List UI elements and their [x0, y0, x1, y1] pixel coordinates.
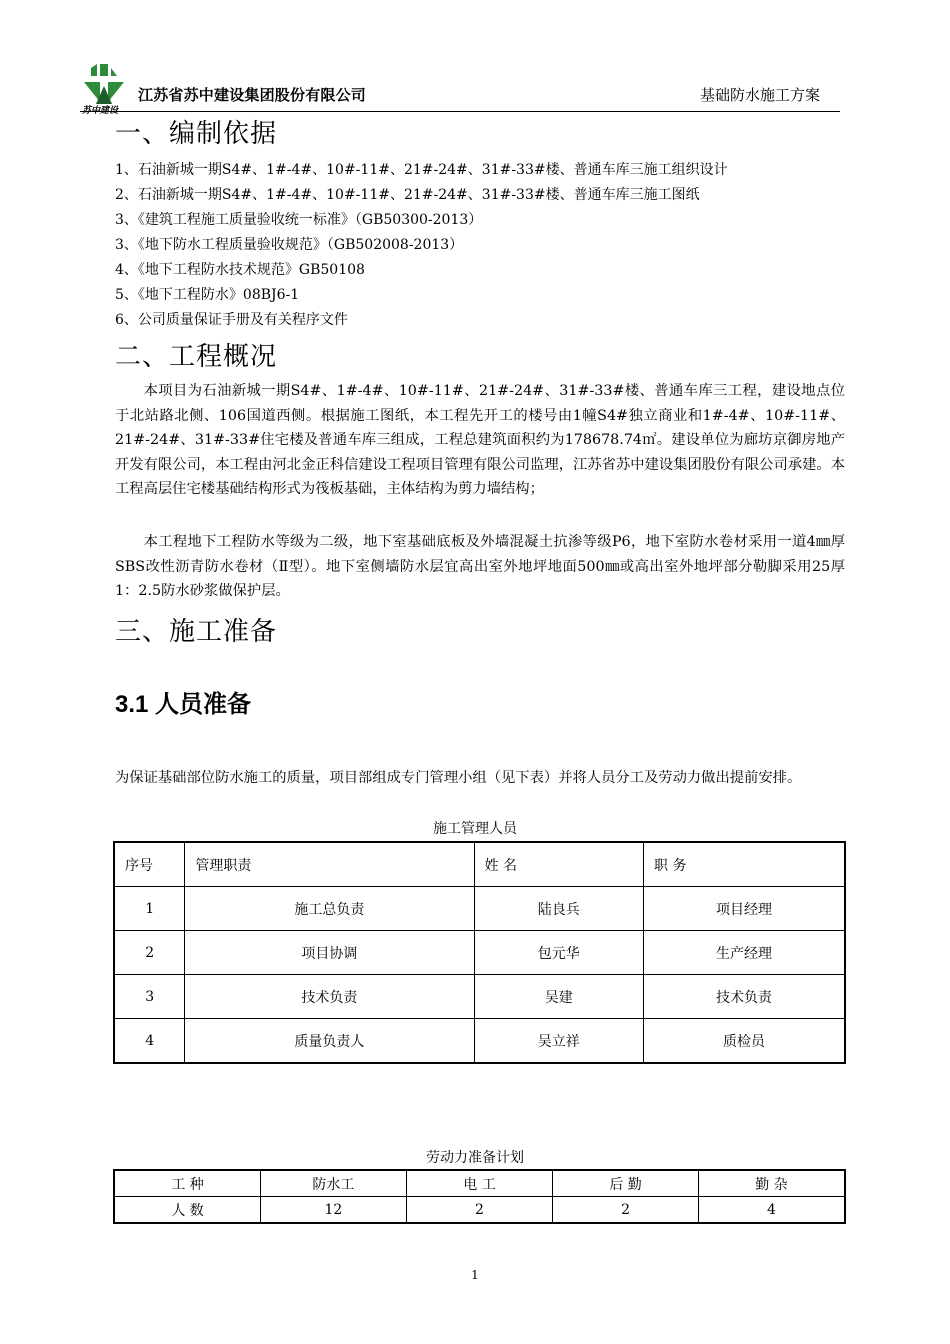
table-header-cell: 电 工	[406, 1170, 553, 1197]
section-heading-overview: 二、工程概况	[115, 342, 278, 372]
basis-list	[115, 158, 845, 333]
table-header-cell: 勤 杂	[698, 1170, 845, 1197]
table-header-row	[114, 842, 845, 887]
table-header-cell: 序号	[114, 842, 185, 887]
list-item: 3、《建筑工程施工质量验收统一标准》（GB50300-2013）	[115, 212, 483, 228]
page-header	[80, 62, 840, 116]
table-cell: 吴建	[474, 975, 644, 1019]
table-cell: 4	[698, 1197, 845, 1224]
table-header-cell: 管理职责	[185, 842, 474, 887]
list-item: 2、石油新城一期S4#、1#-4#、10#-11#、21#-24#、31#-33#楼、普通车库三施工图纸	[115, 187, 700, 203]
table-cell: 2	[553, 1197, 699, 1224]
table-cell: 3	[114, 975, 185, 1019]
labor-plan-table	[113, 1169, 846, 1224]
table-header-cell: 工 种	[114, 1170, 261, 1197]
section-heading-basis: 一、编制依据	[115, 119, 278, 149]
table-cell: 质检员	[644, 1019, 845, 1064]
list-item: 5、《地下工程防水》08BJ6-1	[115, 287, 300, 303]
table-cell: 2	[114, 931, 185, 975]
management-staff-table	[113, 841, 846, 1064]
table-cell: 2	[406, 1197, 553, 1224]
table-cell: 4	[114, 1019, 185, 1064]
overview-paragraph-1: 本项目为石油新城一期S4#、1#-4#、10#-11#、21#-24#、31#-33#楼、普通车库三工程，建设地点位于北站路北侧、106国道西侧。根据施工图纸，本工程先开工的楼号由1幢S4#独立商业和1#-4#、10#-11#、21#-24#、31#-33#住宅楼及普通车库三组成，工程总建筑面积约为178678.74㎡。建设单位为廊坊京御房地产开发有限公司，本工程由河北金正科信建设工程项目管理有限公司监理，江苏省苏中建设集团股份有限公司承建。本工程高层住宅楼基础结构形式为筏板基础，主体结构为剪力墙结构；	[115, 383, 845, 497]
list-item: 3、《地下防水工程质量验收规范》（GB502008-2013）	[115, 237, 464, 253]
page-number: 1	[471, 1268, 479, 1282]
list-item: 6、公司质量保证手册及有关程序文件	[115, 312, 348, 328]
table-cell: 施工总负责	[185, 887, 474, 931]
table-caption-management: 施工管理人员	[433, 821, 517, 837]
document-title: 基础防水施工方案	[699, 86, 820, 104]
table-row	[114, 1197, 845, 1224]
table-caption-labor: 劳动力准备计划	[426, 1150, 524, 1166]
table-cell: 包元华	[474, 931, 644, 975]
staff-intro-paragraph: 为保证基础部位防水施工的质量，项目部组成专门管理小组（见下表）并将人员分工及劳动力做出提前安排。	[115, 770, 802, 786]
table-cell: 质量负责人	[185, 1019, 474, 1064]
table-row	[114, 931, 845, 975]
table-cell: 12	[261, 1197, 407, 1224]
list-item: 1、石油新城一期S4#、1#-4#、10#-11#、21#-24#、31#-33#楼、普通车库三施工组织设计	[115, 162, 728, 178]
logo-text: 苏中建设	[82, 106, 119, 116]
list-item: 4、《地下工程防水技术规范》GB50108	[115, 262, 365, 278]
table-header-cell: 职 务	[644, 842, 845, 887]
table-cell: 项目协调	[185, 931, 474, 975]
table-cell: 技术负责	[644, 975, 845, 1019]
header-divider	[80, 111, 840, 112]
company-name: 江苏省苏中建设集团股份有限公司	[138, 86, 367, 104]
subsection-heading-staff: 3.1 人员准备	[115, 691, 252, 718]
table-cell: 技术负责	[185, 975, 474, 1019]
table-header-cell: 防水工	[261, 1170, 407, 1197]
table-row	[114, 975, 845, 1019]
table-cell: 1	[114, 887, 185, 931]
overview-paragraph-2: 本工程地下工程防水等级为二级，地下室基础底板及外墙混凝土抗渗等级P6，地下室防水卷材采用一道4㎜厚SBS改性沥青防水卷材（Ⅱ型）。地下室侧墙防水层宜高出室外地坪地面500㎜或高出室外地坪部分勒脚采用25厚1：2.5防水砂浆做保护层。	[115, 534, 845, 599]
table-header-cell: 后 勤	[553, 1170, 699, 1197]
table-cell: 吴立祥	[474, 1019, 644, 1064]
table-header-cell: 姓 名	[474, 842, 644, 887]
table-row	[114, 1019, 845, 1064]
company-logo	[80, 62, 128, 116]
table-cell: 生产经理	[644, 931, 845, 975]
table-row	[114, 887, 845, 931]
section-heading-preparation: 三、施工准备	[115, 617, 278, 647]
table-cell: 人 数	[114, 1197, 261, 1224]
table-cell: 项目经理	[644, 887, 845, 931]
table-cell: 陆良兵	[474, 887, 644, 931]
table-header-row	[114, 1170, 845, 1197]
